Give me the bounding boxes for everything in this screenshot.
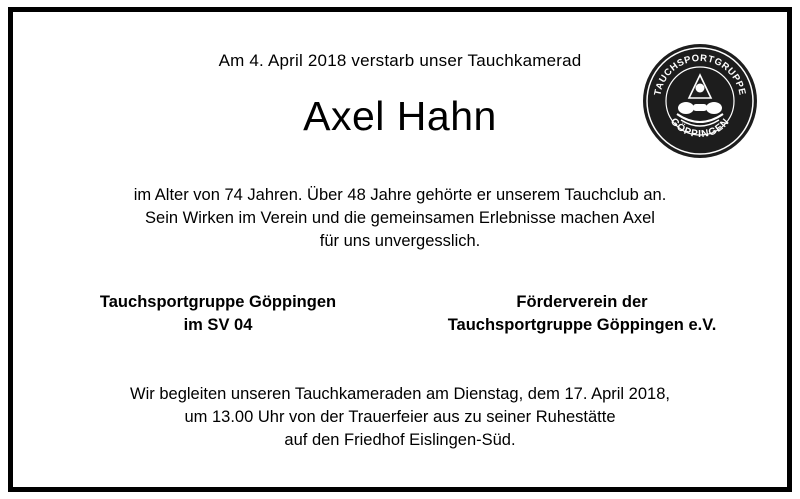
organization-line: Förderverein der (516, 293, 648, 311)
organization-line: Tauchsportgruppe Göppingen (99, 293, 337, 311)
body-line: Sein Wirken im Verein und die gemeinsamen Erlebnisse machen Axel (145, 209, 655, 227)
closing-line: um 13.00 Uhr von der Trauerfeier aus zu seiner Ruhestätte (184, 408, 616, 426)
svg-text:TAUCHSPORTGRUPPE: TAUCHSPORTGRUPPE (652, 52, 748, 97)
tauchsportgruppe-goeppingen-logo (641, 42, 759, 160)
organization-left (68, 291, 368, 337)
organization-line: im SV 04 (183, 316, 253, 334)
organization-right (432, 291, 732, 337)
organizations (49, 291, 751, 337)
deceased-name: Axel Hahn (303, 93, 497, 139)
body-text (49, 184, 751, 253)
closing-line: auf den Friedhof Eislingen-Süd. (284, 431, 516, 449)
closing-text (49, 383, 751, 452)
body-line: im Alter von 74 Jahren. Über 48 Jahre gehörte er unserem Tauchclub an. (133, 186, 667, 204)
intro-line: Am 4. April 2018 verstarb unser Tauchkamerad (218, 51, 582, 70)
notice-border-frame (8, 7, 792, 492)
organization-line: Tauchsportgruppe Göppingen e.V. (447, 316, 717, 334)
svg-text:GÖPPINGEN: GÖPPINGEN (667, 116, 733, 141)
notice-content (13, 12, 787, 487)
body-line: für uns unvergesslich. (319, 232, 481, 250)
closing-line: Wir begleiten unseren Tauchkameraden am Dienstag, dem 17. April 2018, (130, 385, 670, 403)
